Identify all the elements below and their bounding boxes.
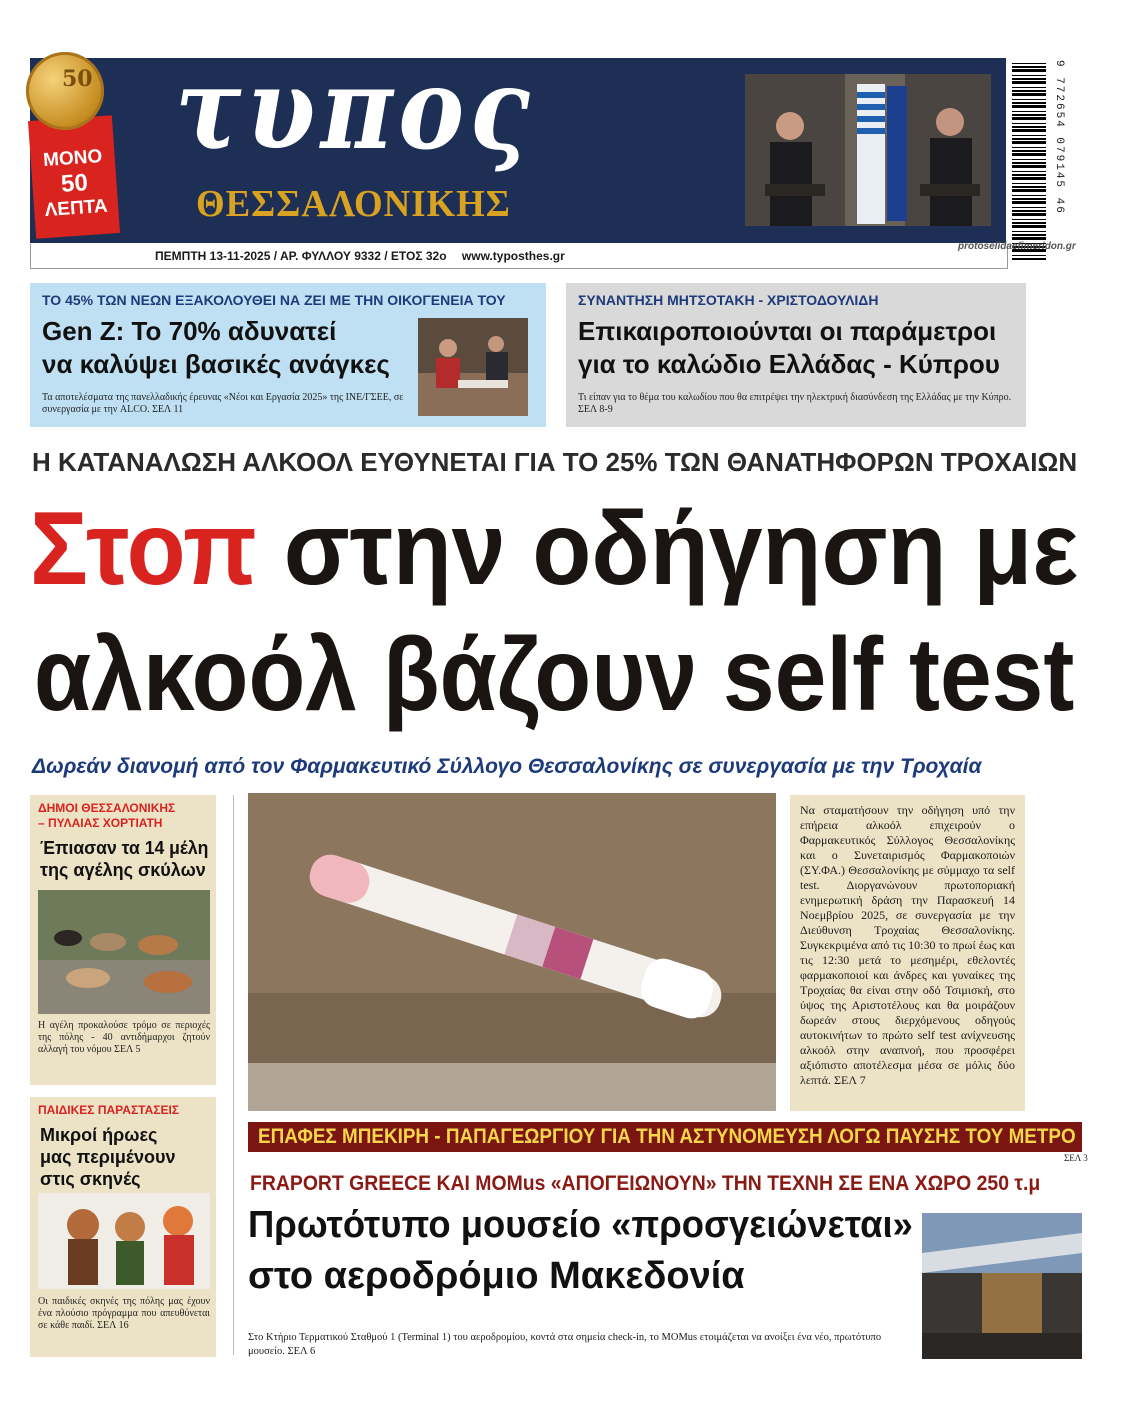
barcode	[1012, 60, 1046, 260]
website-link[interactable]: www.typosthes.gr	[461, 249, 565, 263]
airport-headline-1[interactable]: Πρωτότυπο μουσείο «προσγειώνεται»	[248, 1204, 913, 1246]
teaser-headline-1: Gen Z: Το 70% αδυνατεί	[42, 316, 337, 346]
airport-headline-2[interactable]: στο αεροδρόμιο Μακεδονία	[248, 1255, 745, 1297]
lead-headline-line-2[interactable]: αλκοόλ βάζουν self test	[34, 617, 1075, 733]
watermark: protoselidaefimeridon.gr	[958, 241, 1076, 252]
lead-headline-rest: στην οδήγηση με	[256, 491, 1079, 607]
teaser-summary: Τι είπαν για το θέμα του καλωδίου που θα επιτρέψει την ηλεκτρική διασύνδεση της Ελλάδας με την Κύπρο. ΣΕΛ 8-9	[578, 392, 1012, 415]
side-summary: Η αγέλη προκαλούσε τρόμο σε περιοχές της πόλης - 40 αντιδήμαρχοι ζητούν αλλαγή του νόμου ΣΕΛ 5	[38, 1020, 210, 1055]
lead-headline-red: Στοπ	[30, 491, 257, 607]
teaser-kicker: ΤΟ 45% ΤΩΝ ΝΕΩΝ ΕΞΑΚΟΛΟΥΘΕΙ ΝΑ ΖΕΙ ΜΕ ΤΗΝ ΟΙΚΟΓΕΝΕΙΑ ΤΟΥ	[42, 292, 506, 308]
teaser-headline-2: για το καλώδιο Ελλάδας - Κύπρου	[578, 349, 1000, 379]
side-headline-1: Έπιασαν τα 14 μέλη	[40, 838, 209, 858]
metro-banner-page: ΣΕΛ 3	[1064, 1153, 1088, 1163]
price-line-1: ΜΟΝΟ	[42, 146, 103, 172]
teaser-kicker: ΣΥΝΑΝΤΗΣΗ ΜΗΤΣΟΤΑΚΗ - ΧΡΙΣΤΟΔΟΥΛΙΔΗ	[578, 292, 879, 308]
price-tag	[28, 115, 120, 239]
airport-photo	[922, 1213, 1082, 1359]
issue-info: ΠΕΜΠΤΗ 13-11-2025 / ΑΡ. ΦΥΛΛΟΥ 9332 / ΕΤΟΣ 32ο	[155, 249, 447, 263]
airport-summary: Στο Κτήριο Τερματικού Σταθμού 1 (Terminal 1) του αεροδρομίου, κοντά στα σημεία check-in, το MOMus ετοιμάζεται να ανοίξει ένα νέο, πρωτότυπο μουσείο. ΣΕΛ 6	[248, 1332, 882, 1357]
side-headline-2: της αγέλης σκύλων	[40, 860, 206, 880]
barcode-number: 9 772654 079145 46	[1053, 60, 1065, 215]
price-line-3: ΛΕΠΤΑ	[44, 195, 109, 222]
airport-kicker: FRAPORT GREECE ΚΑΙ MOMus «ΑΠΟΓΕΙΩΝΟΥΝ» ΤΗΝ ΤΕΧΝΗ ΣΕ ΕΝΑ ΧΩΡΟ 250 τ.μ	[250, 1172, 1041, 1195]
lead-headline-line-1[interactable]	[30, 491, 1079, 607]
lead-subhead: Δωρεάν διανομή από τον Φαρμακευτικό Σύλλογο Θεσσαλονίκης σε συνεργασία με την Τροχαία	[32, 755, 982, 778]
teaser-summary: Τα αποτελέσματα της πανελλαδικής έρευνας «Νέοι και Εργασία 2025» της ΙΝΕ/ΓΣΕΕ, σε συνεργασία με την ALCO. ΣΕΛ 11	[42, 392, 404, 415]
newspaper-city: ΘΕΣΣΑΛΟΝΙΚΗΣ	[196, 183, 511, 225]
side-headline-1: Μικροί ήρωες	[40, 1125, 158, 1145]
teaser-headline-2: να καλύψει βασικές ανάγκες	[42, 349, 390, 379]
metro-banner-text: ΕΠΑΦΕΣ ΜΠΕΚΙΡΗ - ΠΑΠΑΓΕΩΡΓΙΟΥ ΓΙΑ ΤΗΝ ΑΣΤΥΝΟΜΕΥΣΗ ΛΟΓΩ ΠΑΥΣΗΣ ΤΟΥ ΜΕΤΡΟ	[258, 1125, 1076, 1148]
newspaper-logo[interactable]: τυπος	[175, 44, 535, 175]
masthead-photo[interactable]	[745, 74, 991, 226]
side-kicker-2: – ΠΥΛΑΙΑΣ ΧΟΡΤΙΑΤΗ	[38, 816, 163, 830]
lead-photo-self-test[interactable]	[248, 793, 776, 1111]
side-kicker-1: ΔΗΜΟΙ ΘΕΣΣΑΛΟΝΙΚΗΣ	[38, 801, 176, 815]
side-kicker: ΠΑΙΔΙΚΕΣ ΠΑΡΑΣΤΑΣΕΙΣ	[38, 1103, 179, 1117]
side-photo-puppets	[38, 1193, 210, 1289]
side-headline-2: μας περιμένουν	[40, 1147, 176, 1167]
coin-value: 50	[62, 66, 93, 92]
side-headline-3: στις σκηνές	[40, 1169, 141, 1189]
teaser-headline-1: Επικαιροποιούνται οι παράμετροι	[578, 316, 997, 346]
price-line-2: 50	[60, 169, 89, 198]
teaser-photo	[418, 318, 528, 416]
lead-supra-headline: Η ΚΑΤΑΝΑΛΩΣΗ ΑΛΚΟΟΛ ΕΥΘΥΝΕΤΑΙ ΓΙΑ ΤΟ 25% ΤΩΝ ΘΑΝΑΤΗΦΟΡΩΝ ΤΡΟΧΑΙΩΝ	[32, 447, 1078, 477]
side-photo-dogs	[38, 890, 210, 1014]
lead-body	[790, 795, 1025, 1111]
column-divider	[233, 795, 234, 1355]
dateline	[155, 249, 565, 263]
lead-body-text: Να σταματήσουν την οδήγηση υπό την επήρεια αλκοόλ επιχειρούν ο Φαρμακευτικός Σύλλογος Θεσσαλονίκης και ο Συνεταιρισμός Φαρμακοποιών (ΣΥ.ΦΑ.) Θεσσαλονίκης με σύμμαχο τα self test. Διοργανώνουν πρωτοποριακή ενημερωτική δράση την Παρασκευή 14 Νοεμβρίου 2025, σε συνεργασία με την Διεύθυνση Τροχαίας Θεσσαλονίκης. Συγκεκριμένα από τις 10:30 το πρωί έως και τις 12:30 μετά το μεσημέρι, εθελοντές φαρμακοποιοί και άνδρες και γυναίκες της Τροχαίας θα είναι στην οδό Τσιμισκή, στο ύψος της Αριστοτέλους και θα μοιράζουν δωρεάν στους διερχόμενους οδηγούς αυτοκινήτων το πρώτο self test ανίχνευσης αλκοόλ στην αναπνοή, που προσφέρει αξιόπιστο αποτέλεσμα μέσα σε μόλις δύο λεπτά. ΣΕΛ 7	[800, 803, 1015, 1087]
side-summary: Οι παιδικές σκηνές της πόλης μας έχουν ένα πλούσιο πρόγραμμα που απευθύνεται σε κάθε παιδί. ΣΕΛ 16	[38, 1296, 210, 1331]
